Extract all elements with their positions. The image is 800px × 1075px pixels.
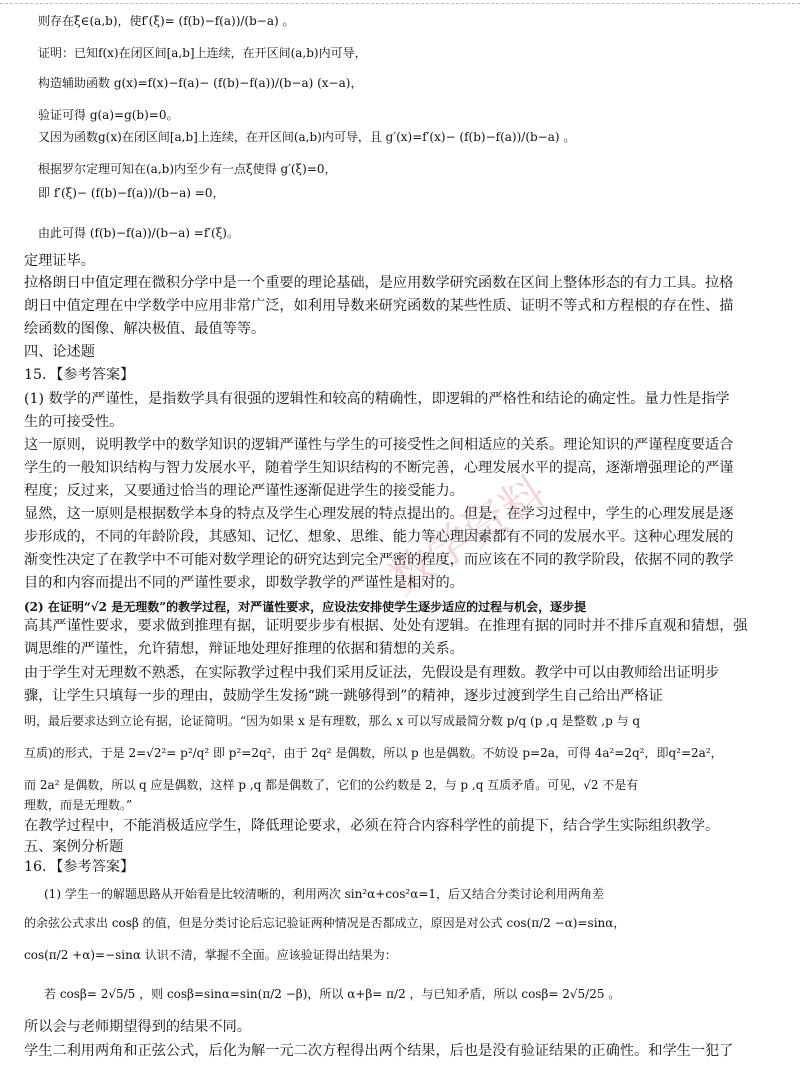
text-line: 显然，这一原则是根据数学本身的特点及学生心理发展的特点提出的。但是，在学习过程中，学生的心理发展是逐: [24, 506, 734, 522]
text-line: 调思维的严谨性，允许猜想，辩证地处理好推理的依据和猜想的关系。: [24, 641, 464, 657]
text-line: 生的可接受性。: [24, 414, 124, 430]
text-line: 绘函数的图像、解决极值、最值等等。: [24, 321, 266, 337]
text-line: 学生的一般知识结构与智力发展水平，随着学生知识结构的不断完善，心理发展水平的提高，逐渐增强理论的严谨: [24, 460, 734, 476]
text-line: 朗日中值定理在中学数学中应用非常广泛，如利用导数来研究函数的某些性质、证明不等式和方程根的存在性、描: [24, 298, 734, 314]
text-line: 渐变性决定了在教学中不可能对数学理论的研究达到完全严密的程度，而应该在不同的教学阶段，依据不同的教学: [24, 552, 734, 568]
section-heading: 五、案例分析题: [24, 839, 124, 855]
text-line: 所以会与老师期望得到的结果不同。: [24, 1019, 252, 1035]
text-line: (2) 在证明“√2 是无理数”的教学过程，对严谨性要求，应设法安排使学生逐步适应的过程与机会，逐步提: [24, 600, 587, 614]
text-line: 则存在ξ∈(a,b)，使f′(ξ)= (f(b)−f(a))/(b−a) 。: [38, 14, 295, 28]
text-line: 步形成的，不同的年龄阶段，其感知、记忆、想象、思维、能力等心理因素都有不同的发展水平。这种心理发展的: [24, 529, 734, 545]
text-line: 拉格朗日中值定理在微积分学中是一个重要的理论基础，是应用数学研究函数在区间上整体形态的有力工具。拉格: [24, 275, 734, 291]
text-line: 这一原则，说明教学中的数学知识的逻辑严谨性与学生的可接受性之间相适应的关系。理论知识的严谨程度要适合: [24, 437, 734, 453]
watermark: 数学资料: [379, 466, 556, 606]
text-line: 目的和内容而提出不同的严谨性要求，即数学教学的严谨性是相对的。: [24, 575, 464, 591]
text-line: 学生二利用两角和正弦公式，后化为解一元二次方程得出两个结果，后也是没有验证结果的正确性。和学生一犯了: [24, 1043, 734, 1059]
text-line: 定理证毕。: [24, 253, 95, 269]
text-line: 在教学过程中，不能消极适应学生，降低理论要求，必须在符合内容科学性的前提下，结合学生实际组织教学。: [24, 818, 720, 834]
text-line: 的余弦公式求出 cosβ 的值，但是分类讨论后忘记验证两种情况是否都成立，原因是对公式 cos(π/2 −α)=sinα，: [24, 916, 626, 930]
text-line: 明，最后要求达到立论有据，论证简明。“因为如果 x 是有理数，那么 x 可以写成最简分数 p/q (p ,q 是整数 ,p 与 q: [24, 714, 641, 728]
text-line: 程度；反过来，又要通过恰当的理论严谨性逐渐促进学生的接受能力。: [24, 483, 464, 499]
text-line: 根据罗尔定理可知在(a,b)内至少有一点ξ使得 g′(ξ)=0，: [38, 162, 337, 176]
text-line: 互质)的形式，于是 2=√2²= p²/q² 即 p²=2q²，由于 2q² 是偶数，所以 p 也是偶数。不妨设 p=2a，可得 4a²=2q²，即q²=2a²，: [24, 746, 723, 760]
text-line: cos(π/2 +α)=−sinα 认识不清，掌握不全面。应该验证得出结果为：: [24, 948, 397, 962]
text-line: (1) 数学的严谨性，是指数学具有很强的逻辑性和较高的精确性，即逻辑的严格性和结论的确定性。量力性是指学: [24, 391, 730, 407]
text-line: 由此可得 (f(b)−f(a))/(b−a) =f′(ξ)。: [38, 226, 239, 240]
text-line: 而 2a² 是偶数，所以 q 应是偶数，这样 p ,q 都是偶数了，它们的公约数是 2，与 p ,q 互质矛盾。可见，√2 不是有: [24, 778, 639, 792]
top-dashed-rule: [0, 3, 800, 4]
text-line: 由于学生对无理数不熟悉，在实际教学过程中我们采用反证法，先假设是有理数。教学中可以由教师给出证明步: [24, 665, 720, 681]
answer-heading: 15．【参考答案】: [24, 367, 135, 383]
text-line: 即 f′(ξ)− (f(b)−f(a))/(b−a) =0，: [38, 186, 225, 200]
section-heading: 四、论述题: [24, 344, 95, 360]
text-line: 骤，让学生只填每一步的理由，鼓励学生发扬“跳一跳够得到”的精神，逐步过渡到学生自己给出严格证: [24, 688, 663, 704]
text-line: 验证可得 g(a)=g(b)=0。: [38, 108, 179, 122]
answer-heading: 16．【参考答案】: [24, 859, 135, 875]
text-line: 若 cosβ= 2√5/5 ，则 cosβ=sinα=sin(π/2 −β)，所以 α+β= π/2 ，与已知矛盾，所以 cosβ= 2√5/25 。: [44, 987, 621, 1001]
text-line: 理数，而是无理数。”: [24, 798, 133, 812]
text-line: 证明：已知f(x)在闭区间[a,b]上连续，在开区间(a,b)内可导，: [38, 46, 367, 60]
text-line: 高其严谨性要求，要求做到推理有据，证明要步步有根据、处处有逻辑。在推理有据的同时并不排斥直观和猜想，强: [24, 618, 748, 634]
text-line: 构造辅助函数 g(x)=f(x)−f(a)− (f(b)−f(a))/(b−a) (x−a)，: [38, 76, 363, 90]
text-line: (1) 学生一的解题思路从开始看是比较清晰的，利用两次 sin²α+cos²α=1，后又结合分类讨论利用两角差: [44, 887, 605, 901]
text-line: 又因为函数g(x)在闭区间[a,b]上连续，在开区间(a,b)内可导，且 g′(x)=f′(x)− (f(b)−f(a))/(b−a) 。: [38, 130, 576, 144]
